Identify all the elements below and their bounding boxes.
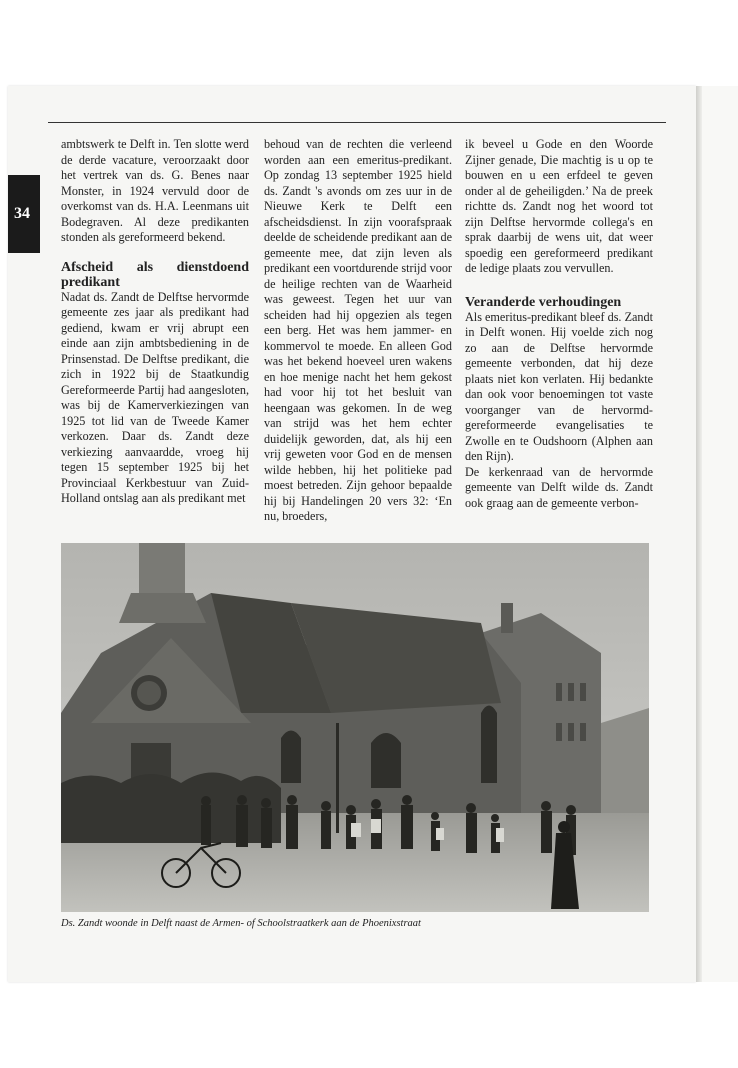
page-number: 34 (14, 205, 30, 222)
photo-caption: Ds. Zandt woonde in Delft naast de Armen- of Schoolstraatkerk aan de Phoenixstraat (61, 918, 421, 929)
church-photograph (61, 543, 649, 912)
text-column-3 (465, 137, 653, 511)
next-page-edge (702, 86, 738, 982)
paragraph: ik beveel u Gode en den Woorde Zijner genade, Die machtig is u op te bouwen en u een erfdeel te geven onder al de geheiligden.’ Na de preek richtte ds. Zandt nog het woord tot zijn Delftse hervormde collega's en sprak daarbij de wens uit, dat weer spoedig een gereformeerd predikant de ledige plaats zou vervullen. (465, 137, 653, 275)
text-column-2 (264, 137, 452, 525)
paragraph: ambtswerk te Delft in. Ten slotte werd de derde vacature, veroorzaakt door het vertrek van ds. G. Benes naar Monster, in 1924 vervuld door de overkomst van ds. H.A. Leenmans uit Bodegraven. Al deze predikanten stonden als gereformeerd bekend. (61, 137, 249, 244)
page-number-tab (8, 175, 40, 253)
section-heading: Veranderde verhoudingen (465, 294, 622, 310)
text-column-1 (61, 137, 249, 507)
paragraph: De kerkenraad van de hervormde gemeente van Delft wilde ds. Zandt ook graag aan de gemeente verbon- (465, 464, 653, 510)
section-heading: Afscheid als dienstdoend predikant (61, 259, 249, 290)
paragraph: Nadat ds. Zandt de Delftse hervormde gemeente zes jaar als predikant had gediend, kwam er vrij abrupt een einde aan zijn ambtsbediening in de Prinsenstad. De Delftse predikant, die zich in 1922 bij de Staatkundig Gereformeerde Partij had aangesloten, was bij de Kamerverkiezingen van 1925 tot lid van de Tweede Kamer verkozen. Daar ds. Zandt deze verkiezing aanvaardde, vroeg hij tegen 15 september 1925 bij het Provinciaal Kerkbestuur van Zuid-Holland ontslag aan als predikant met (61, 289, 249, 505)
header-rule (48, 122, 666, 123)
paragraph: Als emeritus-predikant bleef ds. Zandt in Delft wonen. Hij voelde zich nog zo aan de Delftse hervormde gemeente verbonden, dat hij deze plaats niet kon verlaten. Hij bedankte dan ook voor benoemingen tot vaste voorganger van de hervormd-gereformeerde evangelisaties te Zwolle en te Oudshoorn (Alphen aan den Rijn). (465, 309, 653, 463)
paragraph: behoud van de rechten die verleend worden aan een emeritus-predikant. Op zondag 13 september 1925 hield ds. Zandt 's avonds om zes uur in de Nieuwe Kerk te Delft een afscheidsdienst. In zijn voorafspraak deelde de scheidende predikant aan de gemeente mee, dat zijn leven als predikant een voortdurende strijd voor de heilige rechten van de Waarheid was geweest. Tegen het uur van scheiden had hij opgezien als tegen een berg. Het was hem jammer- en kommervol te moede. En alleen God was het bekend hoeveel uren wakens en hoe menige nacht het hem gekost had voor hij tot het besluit van heengaan was gekomen. In de weg van strijd was het hem echter duidelijk geworden, dat, als hij een vrij geweten voor God en de mensen wilde hebben, hij het politieke pad moest betreden. Zijn gehoor bepaalde hij bij Handelingen 20 vers 32: ‘En nu, broeders, (264, 137, 452, 523)
